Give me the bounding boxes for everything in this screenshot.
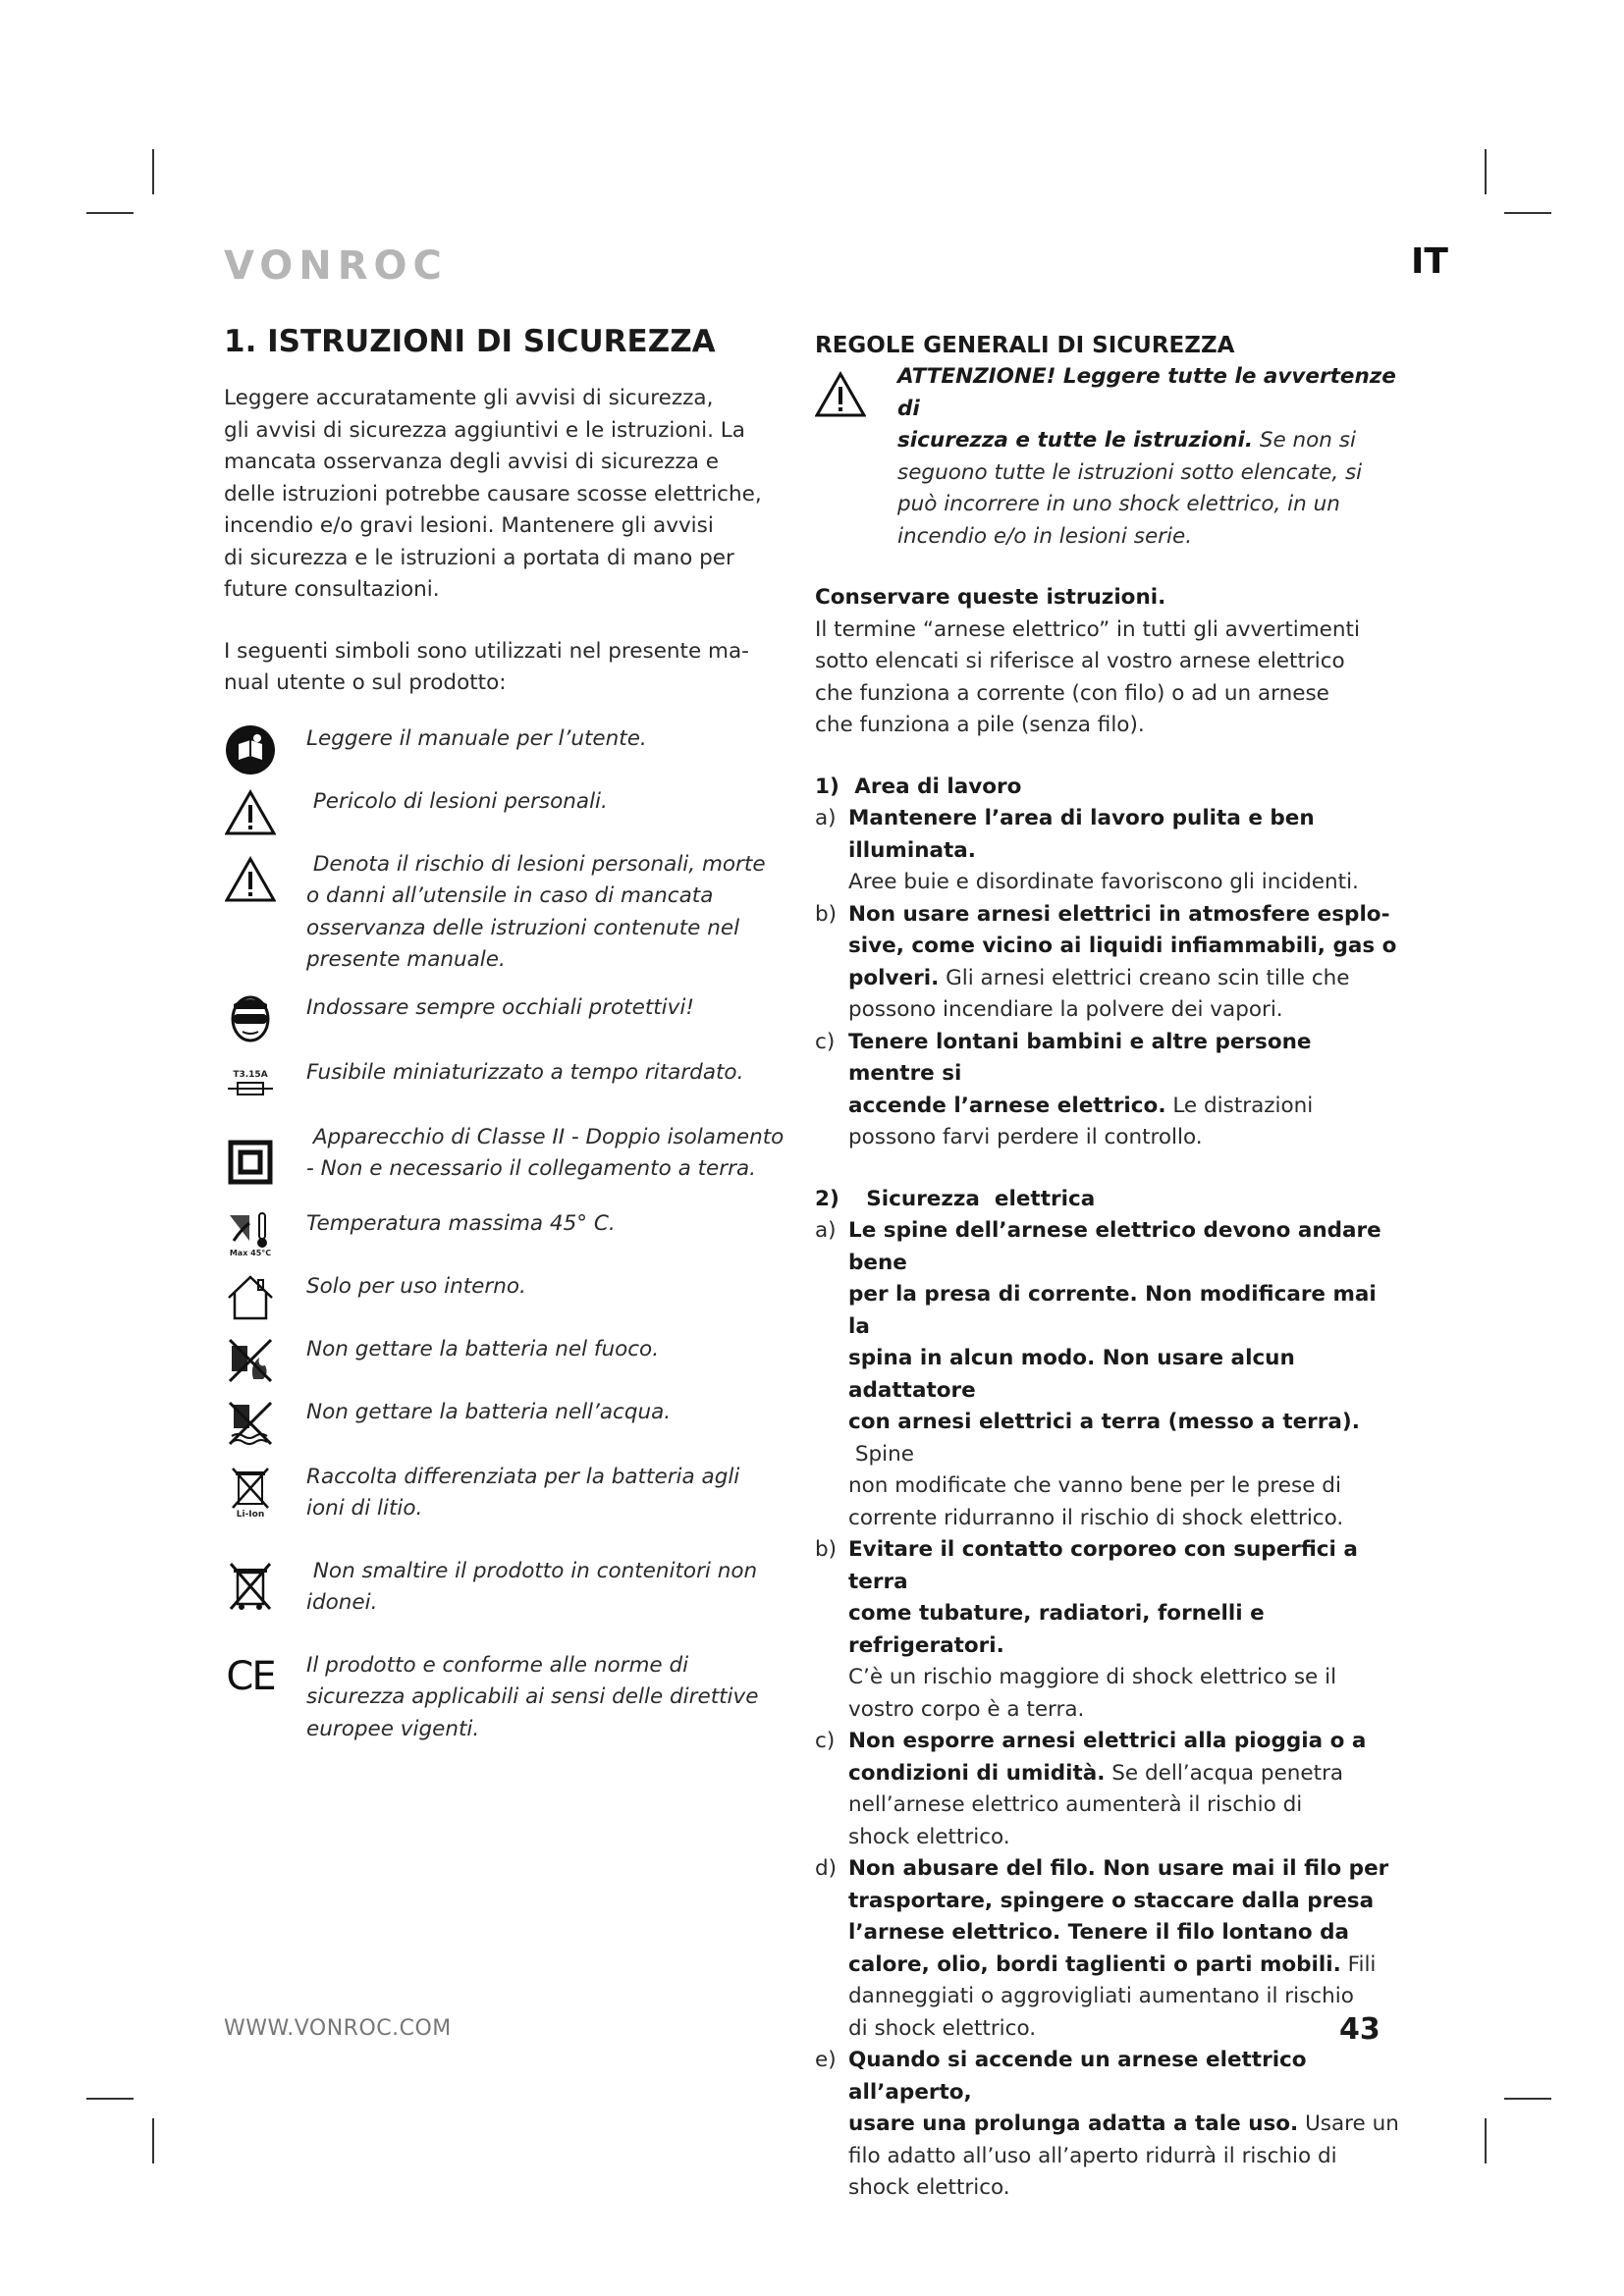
symbol-text-line: europee vigenti. bbox=[306, 1716, 480, 1741]
conserve-line: sotto elencati si riferisce al vostro arnese elettrico bbox=[815, 649, 1345, 673]
footer-url: WWW.VONROC.COM bbox=[224, 2016, 452, 2041]
symbol-text-line: Pericolo di lesioni personali. bbox=[306, 788, 608, 814]
symbol-row bbox=[224, 1397, 803, 1462]
crop-mark bbox=[1485, 149, 1487, 194]
warning-bold-line: sicurezza e tutte le istruzioni. bbox=[897, 428, 1253, 453]
crossed-bin-icon bbox=[224, 1560, 277, 1613]
warning-line: può incorrere in uno shock elettrico, in un bbox=[897, 492, 1340, 516]
item-text: Le distrazioni bbox=[1165, 1093, 1314, 1118]
fuse-icon bbox=[224, 1057, 277, 1110]
item-label: a) bbox=[815, 1218, 837, 1243]
page-number: 43 bbox=[1339, 2012, 1380, 2047]
item-bold-line: polveri. bbox=[848, 965, 940, 990]
item-label: a) bbox=[815, 806, 837, 830]
symbol-text-line: idonei. bbox=[306, 1590, 378, 1615]
ce-label: CE bbox=[226, 1653, 275, 1699]
item-line: possono farvi perdere il controllo. bbox=[848, 1125, 1203, 1149]
indoor-use-icon bbox=[224, 1271, 277, 1324]
warning-bold-line: ATTENZIONE! Leggere tutte le avvertenze di bbox=[897, 364, 1396, 421]
symbol-text-line: Non smaltire il prodotto in contenitori non bbox=[306, 1558, 758, 1583]
symbol-description bbox=[277, 1122, 784, 1186]
symbol-description bbox=[277, 1556, 757, 1620]
crop-mark bbox=[86, 212, 134, 214]
symbol-row bbox=[224, 723, 803, 786]
li-ion-label: Li-Ion bbox=[236, 1509, 265, 1520]
intro-paragraph bbox=[224, 383, 803, 607]
symbols-intro-line: nual utente o sul prodotto: bbox=[224, 670, 507, 695]
brand-logo: VONROC bbox=[224, 243, 448, 289]
crop-mark bbox=[1504, 212, 1551, 214]
list-item bbox=[815, 1726, 1404, 1853]
symbol-description bbox=[277, 1462, 739, 1525]
item-line: C’è un rischio maggiore di shock elettrico se il bbox=[848, 1665, 1337, 1689]
section-heading-text: Area di lavoro bbox=[854, 774, 1022, 799]
class-ii-icon bbox=[224, 1136, 277, 1189]
symbol-text-line: sicurezza applicabili ai sensi delle direttive bbox=[306, 1684, 759, 1709]
list-item bbox=[815, 1853, 1404, 2045]
item-bold-line: Le spine dell’arnese elettrico devono andare bene bbox=[848, 1218, 1381, 1275]
symbol-row bbox=[224, 992, 803, 1057]
crop-mark bbox=[152, 2118, 154, 2163]
item-line: shock elettrico. bbox=[848, 2175, 1010, 2200]
symbol-description bbox=[277, 1057, 743, 1090]
symbol-description bbox=[277, 1334, 659, 1366]
symbol-row bbox=[224, 1057, 803, 1122]
warning-line: incendio e/o in lesioni serie. bbox=[897, 523, 1193, 549]
warning-line: seguono tutte le istruzioni sotto elencate, si bbox=[897, 459, 1363, 485]
item-text: Gli arnesi elettrici creano scin tille che bbox=[939, 965, 1350, 990]
intro-line: future consultazioni. bbox=[224, 577, 440, 602]
item-label: b) bbox=[815, 1537, 838, 1562]
item-line: filo adatto all’uso all’aperto ridurrà il rischio di bbox=[848, 2143, 1337, 2168]
item-line: di shock elettrico. bbox=[848, 2015, 1037, 2041]
symbol-text-line: Apparecchio di Classe II - Doppio isolamento bbox=[306, 1124, 785, 1149]
read-manual-icon bbox=[224, 723, 277, 776]
section-heading bbox=[815, 772, 1404, 804]
fuse-label: T3.15A bbox=[233, 1069, 268, 1080]
symbol-text-line: Denota il rischio di lesioni personali, morte bbox=[306, 851, 766, 877]
symbol-row bbox=[224, 1334, 803, 1397]
symbol-row bbox=[224, 1271, 803, 1334]
max-temperature-icon bbox=[224, 1208, 277, 1261]
warning-triangle-icon bbox=[224, 853, 277, 906]
warning-triangle-icon bbox=[224, 786, 277, 839]
crop-mark bbox=[1485, 2118, 1487, 2163]
item-bold-line: Quando si accende un arnese elettrico all’aperto, bbox=[848, 2048, 1307, 2105]
list-item bbox=[815, 2045, 1404, 2205]
symbol-text-line: Non gettare la batteria nel fuoco. bbox=[306, 1336, 660, 1362]
symbol-text-line: Leggere il manuale per l’utente. bbox=[306, 725, 647, 751]
intro-line: incendio e/o gravi lesioni. Mantenere gli avvisi bbox=[224, 513, 714, 538]
item-text: Usare un bbox=[1298, 2111, 1399, 2136]
section-title: 1. ISTRUZIONI DI SICUREZZA bbox=[224, 324, 716, 359]
symbol-text-line: Fusibile miniaturizzato a tempo ritardato. bbox=[306, 1059, 744, 1085]
list-item bbox=[815, 1534, 1404, 1726]
list-item bbox=[815, 803, 1404, 899]
item-bold-line: Non abusare del filo. Non usare mai il filo per bbox=[848, 1856, 1389, 1881]
symbol-row bbox=[224, 1556, 803, 1650]
item-bold-line: Mantenere l’area di lavoro pulita e ben illuminata. bbox=[848, 806, 1315, 863]
symbol-text-line: Indossare sempre occhiali protettivi! bbox=[306, 994, 694, 1020]
ce-mark-icon bbox=[224, 1650, 277, 1703]
item-line: Aree buie e disordinate favoriscono gli incidenti. bbox=[848, 870, 1359, 894]
symbol-description bbox=[277, 723, 647, 756]
item-bold-line: Evitare il contatto corporeo con superfici a terra bbox=[848, 1537, 1358, 1594]
symbol-text-line: Raccolta differenziata per la batteria agli bbox=[306, 1464, 740, 1489]
right-column bbox=[815, 330, 1404, 2205]
crop-mark bbox=[152, 149, 154, 194]
item-text: Spine bbox=[848, 1441, 914, 1467]
item-line: danneggiati o aggrovigliati aumentano il rischio bbox=[848, 1984, 1354, 2008]
intro-line: delle istruzioni potrebbe causare scosse elettriche, bbox=[224, 481, 762, 507]
symbol-description bbox=[277, 1650, 759, 1746]
crop-mark bbox=[86, 2098, 134, 2100]
intro-line: di sicurezza e le istruzioni a portata di mano per bbox=[224, 545, 734, 570]
item-bold-line: l’arnese elettrico. Tenere il filo lontano da bbox=[848, 1920, 1350, 1945]
symbol-row bbox=[224, 1650, 803, 1758]
item-bold-line: Non esporre arnesi elettrici alla pioggia o a bbox=[848, 1729, 1367, 1753]
list-item bbox=[815, 1215, 1404, 1534]
symbol-text-line: Il prodotto e conforme alle norme di bbox=[306, 1652, 689, 1678]
conserve-line: Il termine “arnese elettrico” in tutti gli avvertimenti bbox=[815, 616, 1360, 642]
item-line: non modificate che vanno bene per le prese di bbox=[848, 1473, 1341, 1498]
symbols-intro-line: I seguenti simboli sono utilizzati nel presente ma- bbox=[224, 638, 749, 664]
intro-line: mancata osservanza degli avvisi di sicurezza e bbox=[224, 450, 720, 474]
safety-goggles-icon bbox=[224, 992, 277, 1045]
language-code: IT bbox=[1411, 241, 1448, 282]
item-line: shock elettrico. bbox=[848, 1824, 1010, 1849]
symbol-row bbox=[224, 1208, 803, 1271]
item-line: corrente ridurranno il rischio di shock elettrico. bbox=[848, 1505, 1344, 1530]
section-heading-text: Sicurezza elettrica bbox=[866, 1186, 1096, 1211]
item-bold-line: calore, olio, bordi taglienti o parti mobili. bbox=[848, 1951, 1341, 1977]
item-bold-line: trasportare, spingere o staccare dalla presa bbox=[848, 1888, 1375, 1913]
item-bold-line: con arnesi elettrici a terra (messo a terra). bbox=[848, 1410, 1360, 1434]
item-bold-line: per la presa di corrente. Non modificare mai la bbox=[848, 1282, 1377, 1339]
item-bold-line: sive, come vicino ai liquidi infiammabili, gas o bbox=[848, 934, 1397, 958]
conserve-line: che funziona a corrente (con filo) o ad un arnese bbox=[815, 680, 1329, 706]
symbol-row bbox=[224, 849, 803, 992]
symbol-row bbox=[224, 786, 803, 849]
list-item bbox=[815, 899, 1404, 1027]
section-heading bbox=[815, 1184, 1404, 1216]
symbols-intro bbox=[224, 636, 803, 700]
general-rules-title: REGOLE GENERALI DI SICUREZZA bbox=[815, 333, 1235, 358]
symbol-row bbox=[224, 1462, 803, 1556]
symbol-text-line: Temperatura massima 45° C. bbox=[306, 1210, 616, 1236]
intro-line: gli avvisi di sicurezza aggiuntivi e le istruzioni. La bbox=[224, 417, 745, 443]
item-label: c) bbox=[815, 1029, 836, 1054]
crop-mark bbox=[1504, 2098, 1551, 2100]
item-bold-line: Non usare arnesi elettrici in atmosfere esplo- bbox=[848, 901, 1390, 927]
item-text: Se dell’acqua penetra bbox=[1105, 1760, 1344, 1786]
item-label: e) bbox=[815, 2048, 837, 2072]
item-line: vostro corpo è a terra. bbox=[848, 1696, 1085, 1722]
conserve-title: Conservare queste istruzioni. bbox=[815, 585, 1166, 610]
warning-text: Se non si bbox=[1252, 428, 1356, 453]
symbol-row bbox=[224, 1122, 803, 1208]
item-line: possono incendiare la polvere dei vapori. bbox=[848, 997, 1283, 1022]
symbol-description bbox=[277, 1271, 526, 1304]
symbol-description bbox=[277, 992, 694, 1025]
symbol-text-line: ioni di litio. bbox=[306, 1496, 423, 1521]
warning-block bbox=[815, 361, 1404, 553]
item-label: b) bbox=[815, 901, 838, 927]
symbol-description bbox=[277, 1208, 616, 1241]
symbol-description bbox=[277, 1397, 671, 1429]
item-line: nell’arnese elettrico aumenterà il rischio di bbox=[848, 1792, 1303, 1817]
conserve-line: che funziona a pile (senza filo). bbox=[815, 713, 1145, 737]
symbol-text-line: Non gettare la batteria nell’acqua. bbox=[306, 1399, 672, 1424]
item-bold-line: spina in alcun modo. Non usare alcun adattatore bbox=[848, 1346, 1295, 1403]
symbol-text-line: presente manuale. bbox=[306, 947, 506, 972]
li-ion-recycle-icon bbox=[224, 1462, 277, 1524]
item-bold-line: usare una prolunga adatta a tale uso. bbox=[848, 2111, 1299, 2136]
left-column bbox=[224, 322, 803, 1758]
symbol-text-line: Solo per uso interno. bbox=[306, 1273, 526, 1299]
section-number: 1) bbox=[815, 774, 839, 799]
list-item bbox=[815, 1027, 1404, 1154]
item-bold-line: condizioni di umidità. bbox=[848, 1760, 1106, 1786]
item-bold-line: come tubature, radiatori, fornelli e refrigeratori. bbox=[848, 1601, 1265, 1658]
symbol-text-line: - Non e necessario il collegamento a terra. bbox=[306, 1156, 756, 1181]
item-bold-line: accende l’arnese elettrico. bbox=[848, 1093, 1166, 1118]
item-label: d) bbox=[815, 1856, 838, 1881]
section-number: 2) bbox=[815, 1186, 839, 1211]
symbol-description bbox=[277, 849, 766, 977]
symbol-text-line: osservanza delle istruzioni contenute nel bbox=[306, 915, 740, 940]
item-text: Fili bbox=[1340, 1951, 1377, 1977]
intro-line: Leggere accuratamente gli avvisi di sicurezza, bbox=[224, 386, 714, 410]
item-label: c) bbox=[815, 1729, 836, 1753]
warning-triangle-icon bbox=[815, 361, 897, 553]
item-bold-line: Tenere lontani bambini e altre persone mentre si bbox=[848, 1029, 1312, 1086]
no-water-battery-icon bbox=[224, 1397, 277, 1450]
no-fire-battery-icon bbox=[224, 1334, 277, 1387]
temperature-label: Max 45°C bbox=[229, 1249, 272, 1257]
symbol-text-line: o danni all’utensile in caso di mancata bbox=[306, 883, 714, 908]
symbol-description bbox=[277, 786, 608, 819]
